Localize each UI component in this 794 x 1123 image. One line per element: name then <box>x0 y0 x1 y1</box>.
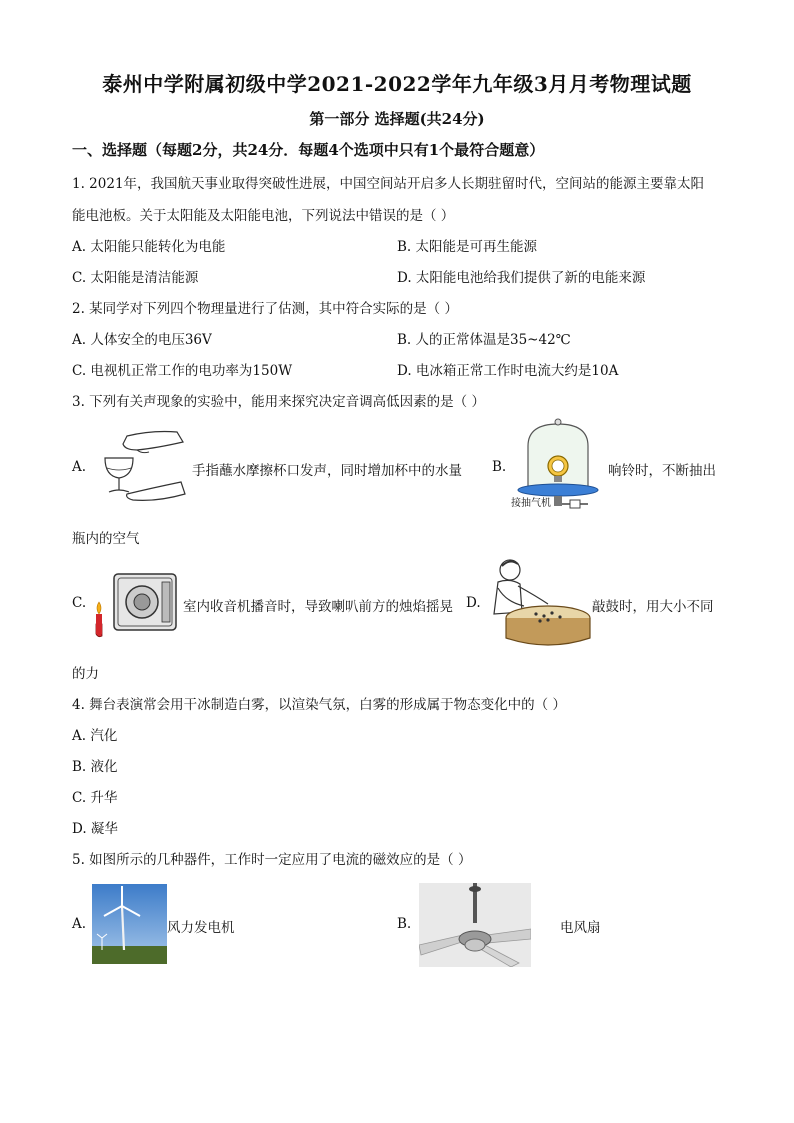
q2-stem: 2. 某同学对下列四个物理量进行了估测，其中符合实际的是（ ） <box>72 301 458 317</box>
q4-option-d: D. 凝华 <box>72 821 118 837</box>
q5-option-a-label: A. <box>72 916 87 932</box>
q3-option-d-continuation: 的力 <box>72 666 99 682</box>
q3-option-b-text: 响铃时，不断抽出 <box>608 463 716 479</box>
finger-wineglass-illustration <box>97 428 187 504</box>
q3-option-a-label: A. <box>72 459 87 475</box>
q5-stem: 5. 如图所示的几种器件，工作时一定应用了电流的磁效应的是（ ） <box>72 852 472 868</box>
q3-option-b-continuation: 瓶内的空气 <box>72 531 140 547</box>
q1-stem-line1: 1. 2021年，我国航天事业取得突破性进展，中国空间站开启多人长期驻留时代，空间站的能源主要靠太阳 <box>72 176 705 192</box>
q3-option-b-label: B. <box>492 459 507 475</box>
exam-title: 泰州中学附属初级中学2021-2022学年九年级3月月考物理试题 <box>102 72 692 96</box>
drummer-illustration <box>476 556 592 646</box>
q2-option-b: B. 人的正常体温是35~42℃ <box>397 332 571 348</box>
q2-option-d: D. 电冰箱正常工作时电流大约是10A <box>397 363 619 379</box>
q5-option-b-text: 电风扇 <box>560 920 601 936</box>
q3-option-d-label: D. <box>466 595 481 611</box>
q1-option-a: A. 太阳能只能转化为电能 <box>72 239 226 255</box>
radio-candle-illustration <box>92 568 182 640</box>
q2-option-c: C. 电视机正常工作的电功率为150W <box>72 363 293 379</box>
q3-option-a-text: 手指蘸水摩擦杯口发声，同时增加杯中的水量 <box>192 463 462 479</box>
q5-option-a-text: 风力发电机 <box>167 920 235 936</box>
q4-option-c: C. 升华 <box>72 790 118 806</box>
q4-option-b: B. 液化 <box>72 759 118 775</box>
ceiling-fan-photo <box>419 883 531 967</box>
q1-option-b: B. 太阳能是可再生能源 <box>397 239 538 255</box>
q3-option-c-label: C. <box>72 595 87 611</box>
q2-option-a: A. 人体安全的电压36V <box>72 332 212 348</box>
vacuum-pump-caption: 接抽气机 <box>511 498 551 509</box>
q1-option-c: C. 太阳能是清洁能源 <box>72 270 199 286</box>
section-heading: 一、选择题（每题2分，共24分．每题4个选项中只有1个最符合题意） <box>72 141 545 159</box>
part-heading: 第一部分 选择题(共24分) <box>309 110 485 128</box>
q3-stem: 3. 下列有关声现象的实验中，能用来探究决定音调高低因素的是（ ） <box>72 394 485 410</box>
q1-option-d: D. 太阳能电池给我们提供了新的电能来源 <box>397 270 646 286</box>
q4-stem: 4. 舞台表演常会用干冰制造白雾，以渲染气氛，白雾的形成属于物态变化中的（ ） <box>72 697 566 713</box>
q1-stem-line2: 能电池板。关于太阳能及太阳能电池，下列说法中错误的是（ ） <box>72 208 455 224</box>
q3-option-d-text: 敲鼓时，用大小不同 <box>592 599 714 615</box>
wind-turbine-photo <box>92 884 167 964</box>
q3-option-c-text: 室内收音机播音时，导致喇叭前方的烛焰摇晃 <box>183 599 453 615</box>
q4-option-a: A. 汽化 <box>72 728 118 744</box>
q5-option-b-label: B. <box>397 916 412 932</box>
